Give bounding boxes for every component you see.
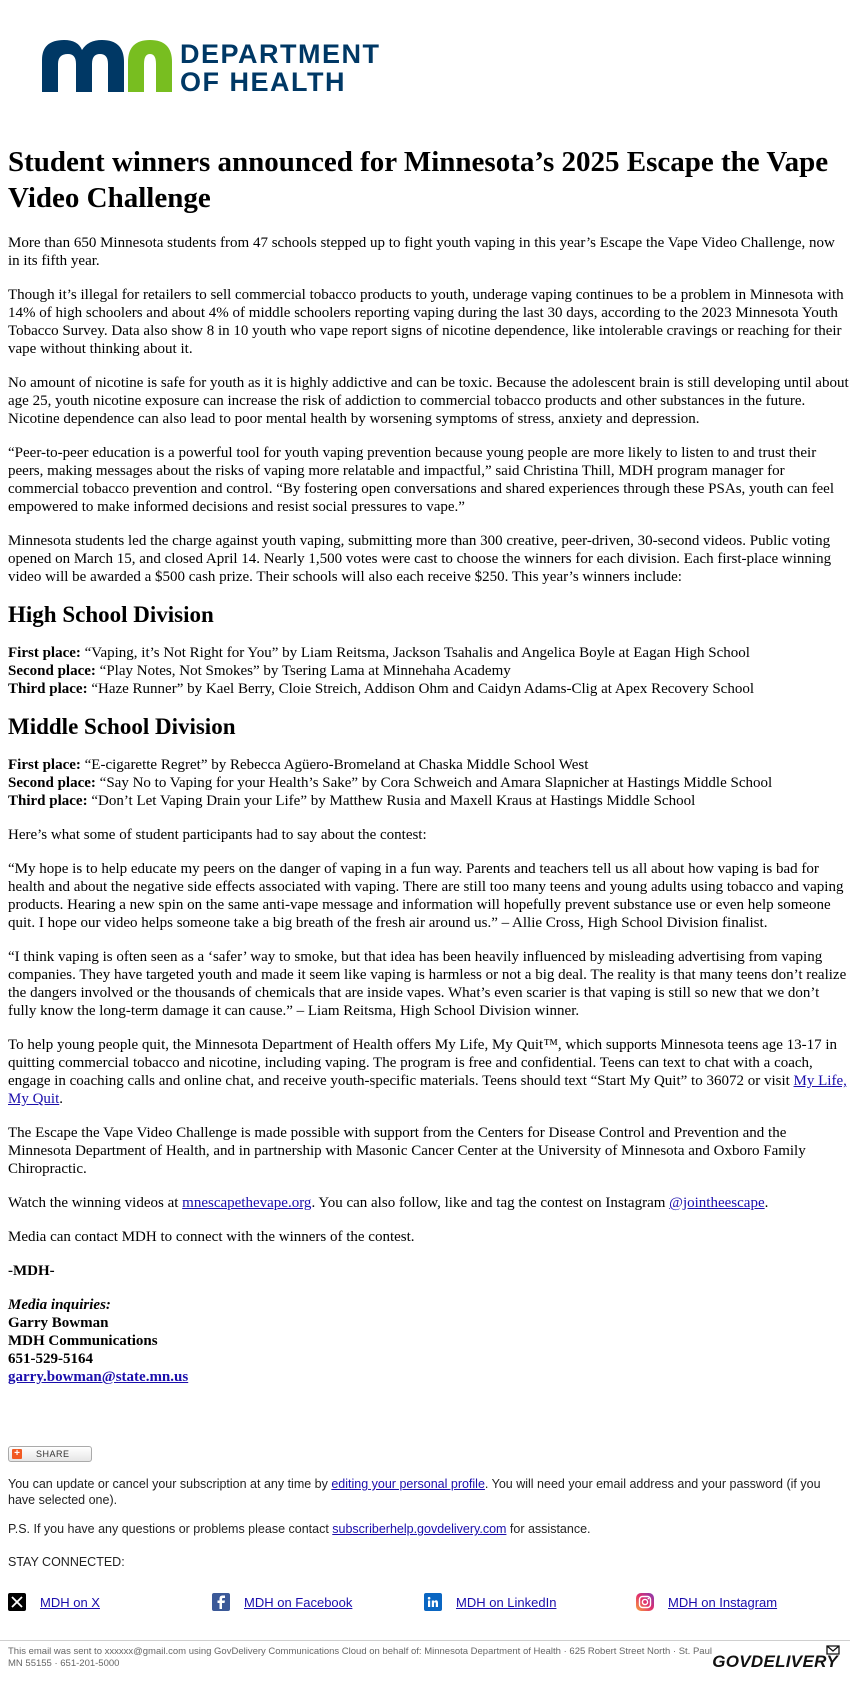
winner-label: Third place: [8,681,88,697]
winner-row [8,756,850,774]
paragraph: The Escape the Vape Video Challenge is made possible with support from the Centers for Disease Control and Prevention and the Minnesota Department of Health, and in partnership with Masonic Cancer Center at the University of Minnesota and Oxboro Family Chiropractic. [8,1125,806,1177]
winner-label: Third place: [8,793,88,809]
subscriber-help-link[interactable]: subscriberhelp.govdelivery.com [332,1522,507,1536]
social-link-x[interactable]: MDH on X [40,1594,100,1610]
logo-line-1: DEPARTMENT [180,39,381,69]
paragraph: Minnesota students led the charge against youth vaping, submitting more than 300 creative, peer-driven, 30-second videos. Public voting opened on March 15, and closed April 14. Nearly 1,500 votes were cast to choose the winners for each division. Each first-place winning video will be awarded a $500 cash prize. Their schools will also each receive $250. This year’s winners include: [8,533,832,585]
social-link-linkedin[interactable]: MDH on LinkedIn [456,1594,557,1610]
ps-note: P.S. If you have any questions or problems please contact subscriberhelp.govdelivery.com for assistance. [8,1522,591,1536]
winner-label: Second place: [8,775,96,791]
winner-row [8,662,850,680]
social-link-facebook[interactable]: MDH on Facebook [244,1594,353,1610]
social-facebook[interactable] [212,1592,352,1612]
logo-text [180,40,381,96]
govdelivery-wordmark: GOVDELIVERY [712,1652,838,1671]
high-school-winners [8,644,850,698]
paragraph: More than 650 Minnesota students from 47 schools stepped up to fight youth vaping in this year’s Escape the Vape Video Challenge, now in its fifth year. [8,235,835,269]
paragraph: Watch the winning videos at mnescapethevape.org. You can also follow, like and tag the contest on Instagram @jointheescape. [8,1195,769,1211]
paragraph: “Peer-to-peer education is a powerful tool for youth vaping prevention because young people are more likely to listen to and trust their peers, making messages about the risks of vaping more relatable and impactful,” said Christina Thill, MDH program manager for commercial tobacco prevention and control. “By fostering open conversations and shared experiences through these PSAs, youth can feel empowered to make informed decisions and resist social pressures to vape.” [8,445,834,515]
edit-profile-link[interactable]: editing your personal profile [331,1477,485,1491]
winner-label: First place: [8,645,81,661]
logo-line-2: OF HEALTH [180,67,346,97]
article-title: Student winners announced for Minnesota’s 2025 Escape the Vape Video Challenge [8,146,829,214]
mnescapethevape-link[interactable]: mnescapethevape.org [182,1195,312,1211]
paragraph: Though it’s illegal for retailers to sell commercial tobacco products to youth, underage vaping continues to be a problem in Minnesota with 14% of high schoolers and about 4% of middle schoolers reporting vaping during the last 30 days, according to the 2023 Minnesota Youth Tobacco Survey. Data also show 8 in 10 youth who vape report signs of nicotine dependence, like intolerable cravings or reaching for their vape without thinking about it. [8,287,844,357]
my-life-my-quit-link[interactable]: My Life, My Quit [8,1073,847,1107]
article [8,144,850,1386]
winner-row [8,680,850,698]
winner-row [8,792,850,810]
media-contact [8,1296,850,1386]
govdelivery-envelope-icon [826,1645,840,1655]
high-school-heading: High School Division [8,602,214,627]
legal-text: This email was sent to xxxxxx@gmail.com using GovDelivery Communications Cloud on behalf of: Minnesota Department of Health · 625 Robert Street North · St. Paul MN 55155 · 651-201-5000 [8,1646,712,1669]
paragraph: Media can contact MDH to connect with the winners of the contest. [8,1229,415,1245]
winner-text: “Haze Runner” by Kael Berry, Cloie Streich, Addison Ohm and Caidyn Adams-Clig at Apex Recovery School [87,681,754,697]
winner-text: “Don’t Let Vaping Drain your Life” by Matthew Rusia and Maxell Kraus at Hastings Middle School [87,793,696,809]
govdelivery-logo[interactable] [712,1652,838,1672]
social-x[interactable] [8,1592,100,1612]
paragraph: No amount of nicotine is safe for youth as it is highly addictive and can be toxic. Because the adolescent brain is still developing until about age 25, youth nicotine exposure can increase the risk of addiction to commercial tobacco products and other substances in the future. Nicotine dependence can also lead to poor mental health by worsening symptoms of stress, anxiety and depression. [8,375,849,427]
winner-label: First place: [8,757,81,773]
contact-name: Garry Bowman [8,1315,109,1331]
middle-school-heading: Middle School Division [8,714,236,739]
contact-phone: 651-529-5164 [8,1351,93,1367]
stay-connected-label: STAY CONNECTED: [8,1555,125,1569]
social-linkedin[interactable] [424,1592,556,1612]
instagram-handle-link[interactable]: @jointheescape [669,1195,765,1211]
winner-text: “Say No to Vaping for your Health’s Sake” by Cora Schweich and Amara Slapnicher at Hastings Middle School [95,775,773,791]
middle-school-winners [8,756,850,810]
share-button[interactable] [8,1446,92,1462]
mdh-logo[interactable] [42,39,402,97]
contact-org: MDH Communications [8,1333,158,1349]
share-label: SHARE [36,1449,70,1459]
winner-text: “E-cigarette Regret” by Rebecca Agüero-Bromeland at Chaska Middle School West [80,757,589,773]
linkedin-icon [424,1593,442,1611]
winner-text: “Vaping, it’s Not Right for You” by Liam Reitsma, Jackson Tsahalis and Angelica Boyle at Eagan High School [80,645,750,661]
contact-email-link[interactable]: garry.bowman@state.mn.us [8,1369,189,1385]
quote-allie: “My hope is to help educate my peers on the danger of vaping in a fun way. Parents and teachers tell us all about how vaping is bad for health and about the negative side effects associated with vaping. There are still too many teens and young adults using tobacco and vaping products. Hearing a new spin on the same anti-vape message and information will hopefully prevent substance use or even help someone quit. I hope our video helps someone take a big breath of the fresh air around us.” – Allie Cross, High School Division finalist. [8,861,844,931]
share-plus-icon: + [12,1449,22,1459]
social-instagram[interactable] [636,1592,777,1612]
winner-label: Second place: [8,663,96,679]
winner-row [8,774,850,792]
facebook-icon [212,1593,230,1611]
winner-text: “Play Notes, Not Smokes” by Tsering Lama at Minnehaha Academy [95,663,511,679]
subscription-note: You can update or cancel your subscription at any time by editing your personal profile. You will need your email address and your password (if you have selected one). [8,1477,821,1507]
x-icon [8,1593,26,1611]
mn-logo-mark [42,40,172,92]
instagram-icon [636,1593,654,1611]
media-inquiries-heading: Media inquiries: [8,1297,111,1313]
social-link-instagram[interactable]: MDH on Instagram [668,1594,778,1610]
quote-liam: “I think vaping is often seen as a ‘safer’ way to smoke, but that idea has been heavily influenced by misleading advertising from vaping companies. They have targeted youth and made it seem like vaping is harmless or not a big deal. The reality is that many teens don’t realize the dangers involved or the thousands of chemicals that are inside vapes. What’s even scarier is that vaping is still so new that we don’t fully know the long-term damage it can cause.” – Liam Reitsma, High School Division winner. [8,949,847,1019]
winner-row [8,644,850,662]
signoff: -MDH- [8,1263,55,1279]
paragraph: To help young people quit, the Minnesota Department of Health offers My Life, My Quit™, which supports Minnesota teens age 13-17 in quitting commercial tobacco and nicotine, including vaping. The program is free and confidential. Teens can text to chat with a coach, engage in coaching calls and online chat, and receive youth-specific materials. Teens should text “Start My Quit” to 36072 or visit My Life, My Quit. [8,1037,847,1107]
footer-divider [0,1640,850,1641]
paragraph: Here’s what some of student participants had to say about the contest: [8,827,427,843]
